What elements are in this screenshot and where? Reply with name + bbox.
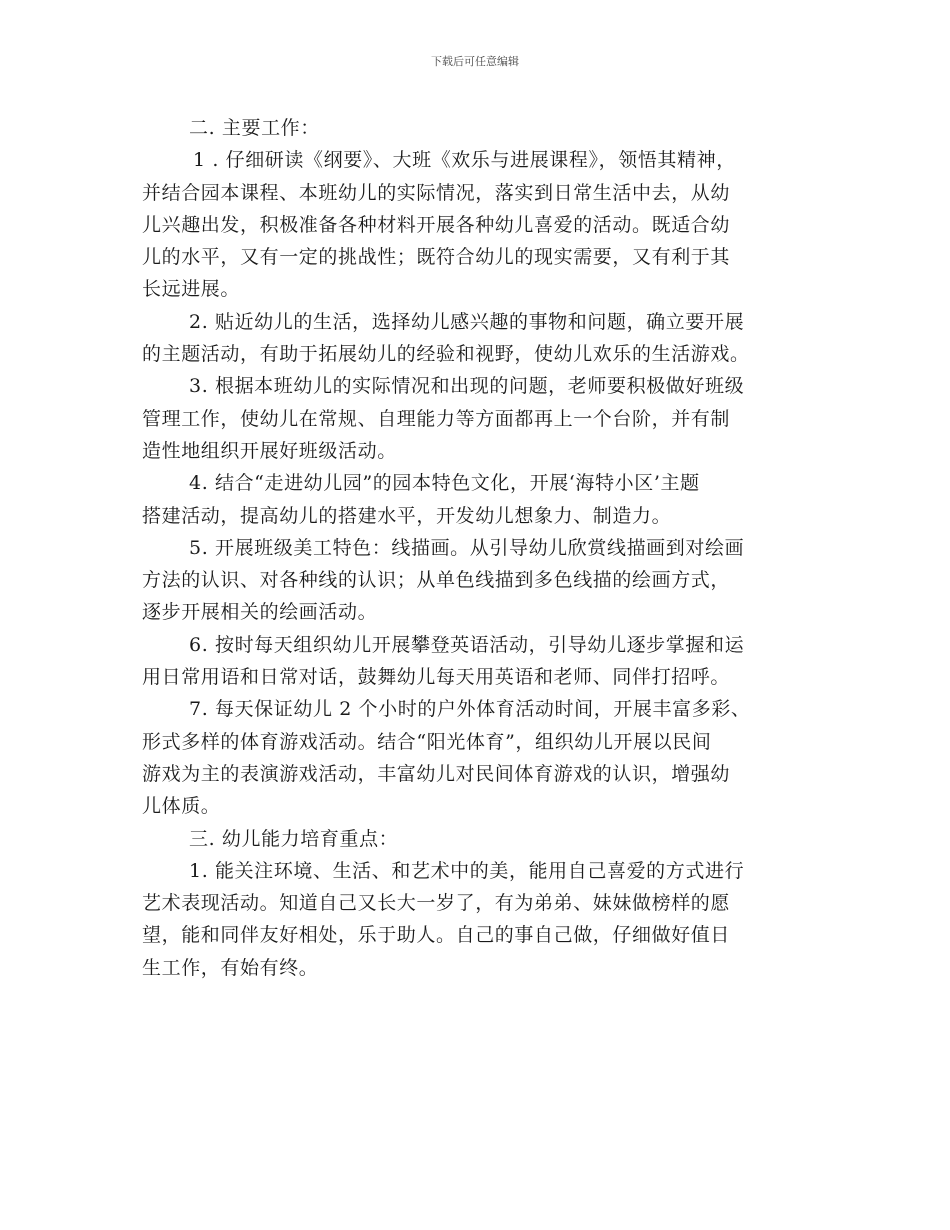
text-line: 望，能和同伴友好相处，乐于助人。自己的事自己做，仔细做好值日	[142, 924, 731, 947]
text-line: 用日常用语和日常对话，鼓舞幼儿每天用英语和老师、同伴打招呼。	[142, 666, 731, 689]
text-line: 并结合园本课程、本班幼儿的实际情况，落实到日常生活中去，从幼	[142, 181, 731, 204]
text-line: 造性地组织开展好班级活动。	[142, 439, 397, 462]
text-line: 生工作，有始有终。	[142, 956, 319, 979]
text-line: 儿的水平，又有一定的挑战性；既符合幼儿的现实需要，又有利于其	[142, 246, 731, 269]
text-line: 1 . 仔细研读《纲要》、大班《欢乐与进展课程》，领悟其精神，	[193, 149, 736, 172]
text-line: 长远进展。	[142, 278, 241, 301]
text-line: 二. 主要工作：	[189, 117, 320, 139]
text-line: 逐步开展相关的绘画活动。	[142, 601, 378, 624]
text-line: 艺术表现活动。知道自己又长大一岁了，有为弟弟、妹妹做榜样的愿	[142, 892, 731, 915]
text-line: 搭建活动，提高幼儿的搭建水平，开发幼儿想象力、制造力。	[142, 504, 672, 527]
text-line: 5. 开展班级美工特色：线描画。从引导幼儿欣赏线描画到对绘画	[189, 536, 745, 559]
text-line: 4. 结合“走进幼儿园”的园本特色文化，开展‘海特小区’主题	[189, 472, 700, 495]
text-line: 3. 根据本班幼儿的实际情况和出现的问题，老师要积极做好班级	[189, 375, 745, 398]
page-header: 下载后可任意编辑	[431, 55, 519, 68]
text-line: 方法的认识、对各种线的认识；从单色线描到多色线描的绘画方式，	[142, 569, 731, 592]
text-line: 7. 每天保证幼儿 2 个小时的户外体育活动时间，开展丰富多彩、	[189, 698, 751, 721]
document-body	[142, 112, 807, 984]
text-line: 三. 幼儿能力培育重点：	[189, 827, 399, 850]
text-line: 儿兴趣出发，积极准备各种材料开展各种幼儿喜爱的活动。既适合幼	[142, 213, 731, 236]
text-line: 形式多样的体育游戏活动。结合“阳光体育”，组织幼儿开展以民间	[142, 730, 712, 753]
text-line: 游戏为主的表演游戏活动，丰富幼儿对民间体育游戏的认识，增强幼	[142, 762, 731, 785]
text-line: 的主题活动，有助于拓展幼儿的经验和视野，使幼儿欢乐的生活游戏。	[142, 343, 750, 366]
text-line: 1. 能关注环境、生活、和艺术中的美，能用自己喜爱的方式进行	[189, 859, 745, 882]
text-line: 2. 贴近幼儿的生活，选择幼儿感兴趣的事物和问题，确立要开展	[189, 310, 745, 333]
text-line: 管理工作，使幼儿在常规、自理能力等方面都再上一个台阶，并有制	[142, 407, 731, 430]
text-line: 儿体质。	[142, 795, 221, 818]
text-line: 6. 按时每天组织幼儿开展攀登英语活动，引导幼儿逐步掌握和运	[189, 633, 745, 656]
